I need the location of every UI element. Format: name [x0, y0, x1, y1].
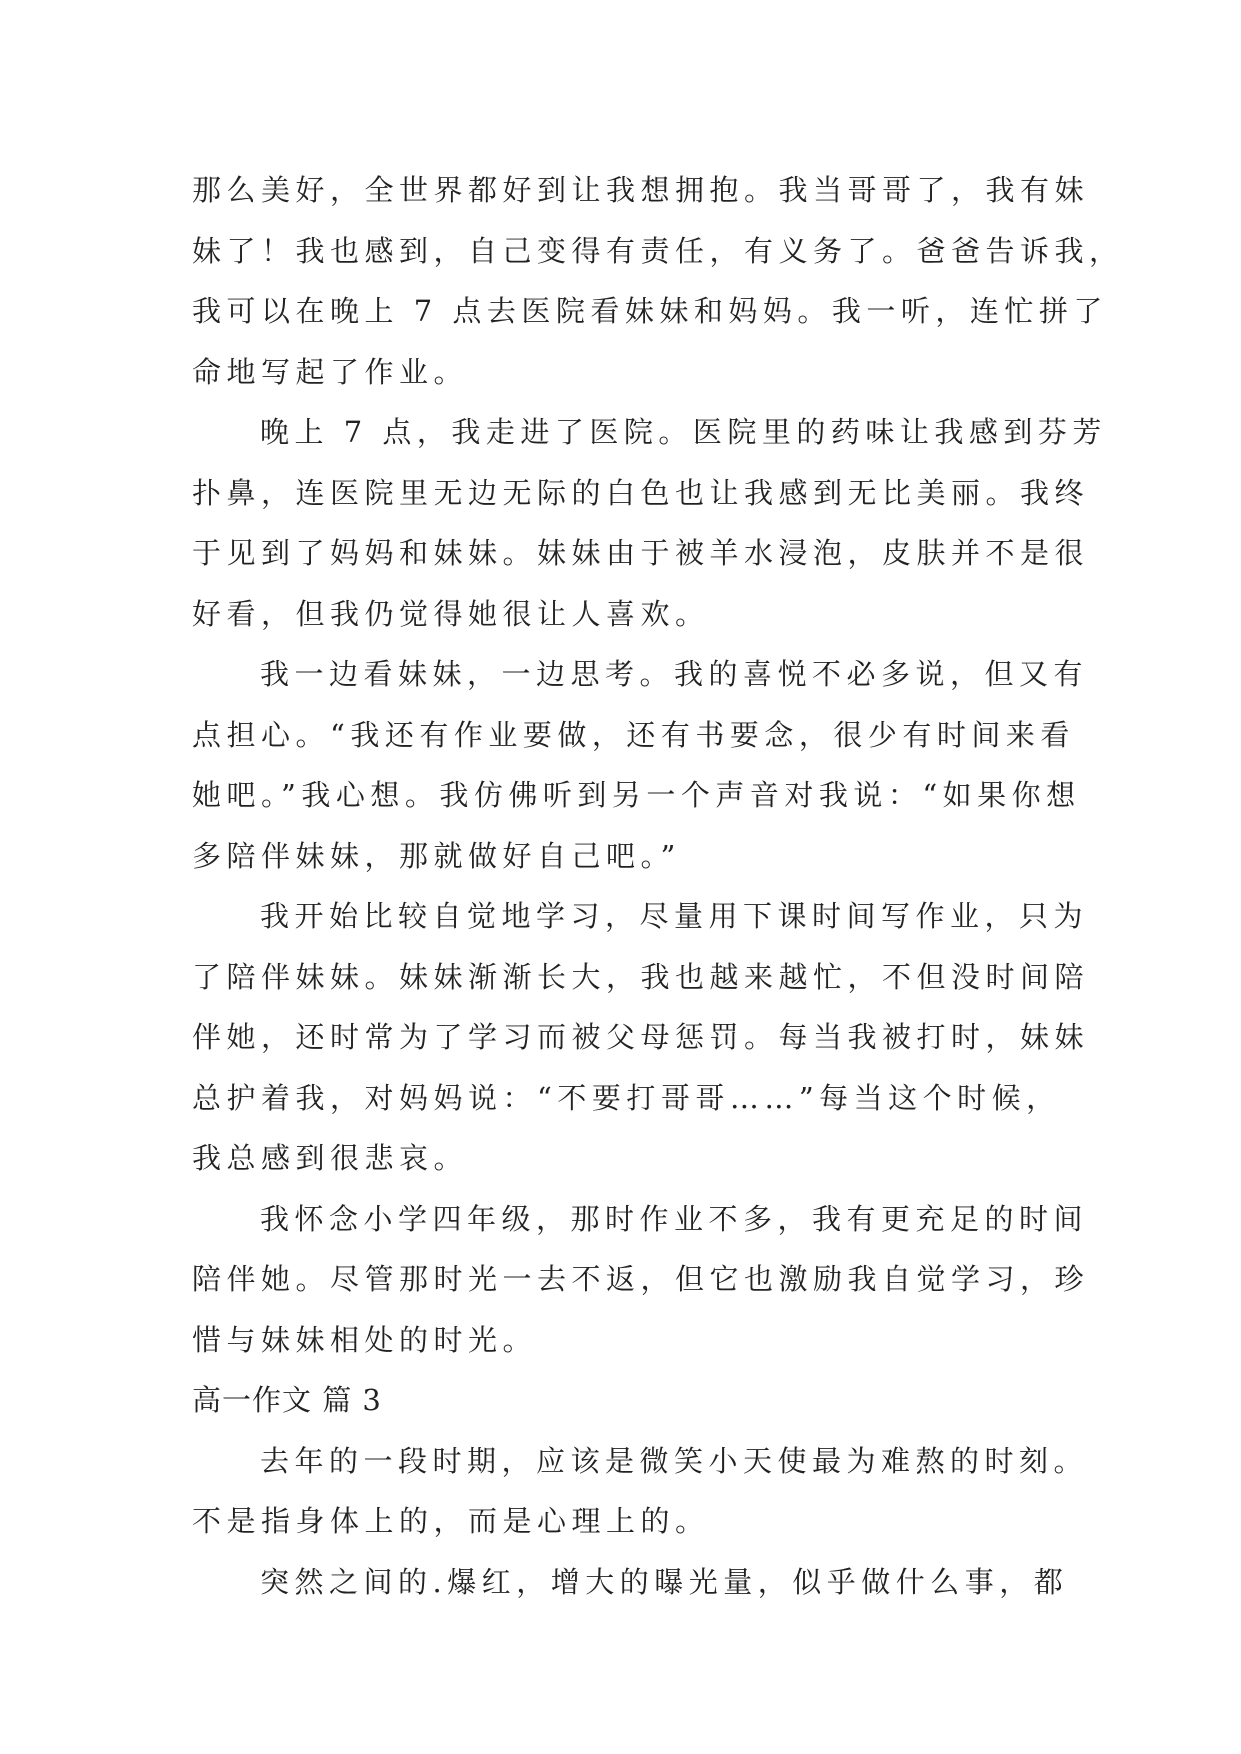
section-heading: 高一作文 篇 3: [192, 1383, 382, 1417]
text-line: 她吧。”我心想。我仿佛听到另一个声音对我说：“如果你想: [192, 778, 1081, 812]
paragraph-first-line: 去年的一段时期，应该是微笑小天使最为难熬的时刻。: [260, 1443, 1089, 1478]
text-line: 扑鼻，连医院里无边无际的白色也让我感到无比美丽。我终: [192, 475, 1090, 510]
text-line: 陪伴她。尽管那时光一去不返，但它也激励我自觉学习，珍: [192, 1262, 1090, 1296]
text-line: 我总感到很悲哀。: [192, 1141, 469, 1175]
text-line: 伴她，还时常为了学习而被父母惩罚。每当我被打时，妹妹: [192, 1020, 1090, 1054]
text-line: 了陪伴妹妹。妹妹渐渐长大，我也越来越忙，不但没时间陪: [192, 959, 1090, 994]
text-line: 命地写起了作业。: [192, 354, 469, 389]
paragraph-first-line: 突然之间的.爆红，增大的曝光量，似乎做什么事，都: [260, 1564, 1069, 1599]
text-line: 妹了！我也感到，自己变得有责任，有义务了。爸爸告诉我，: [192, 233, 1124, 268]
text-line: 于见到了妈妈和妹妹。妹妹由于被羊水浸泡，皮肤并不是很: [192, 536, 1090, 570]
text-line: 总护着我，对妈妈说：“不要打哥哥……”每当这个时候，: [192, 1080, 1061, 1115]
text-line: 惜与妹妹相处的时光。: [192, 1322, 538, 1357]
paragraph-first-line: 我开始比较自觉地学习，尽量用下课时间写作业，只为: [260, 899, 1089, 933]
paragraph-first-line: 我怀念小学四年级，那时作业不多，我有更充足的时间: [260, 1201, 1089, 1236]
document-body: [192, 160, 1124, 1612]
text-line: 那么美好，全世界都好到让我想拥抱。我当哥哥了，我有妹: [192, 173, 1090, 207]
text-line: 点担心。“我还有作业要做，还有书要念，很少有时间来看: [192, 717, 1075, 752]
text-line: 好看，但我仍觉得她很让人喜欢。: [192, 596, 710, 631]
paragraph-first-line: 我一边看妹妹，一边思考。我的喜悦不必多说，但又有: [260, 657, 1089, 691]
text-line: 多陪伴妹妹，那就做好自己吧。”: [192, 838, 681, 873]
text-line: 不是指身体上的，而是心理上的。: [192, 1504, 710, 1538]
text-line: 我可以在晚上 7 点去医院看妹妹和妈妈。我一听，连忙拼了: [192, 294, 1108, 328]
paragraph-first-line: 晚上 7 点，我走进了医院。医院里的药味让我感到芬芳: [260, 415, 1107, 449]
